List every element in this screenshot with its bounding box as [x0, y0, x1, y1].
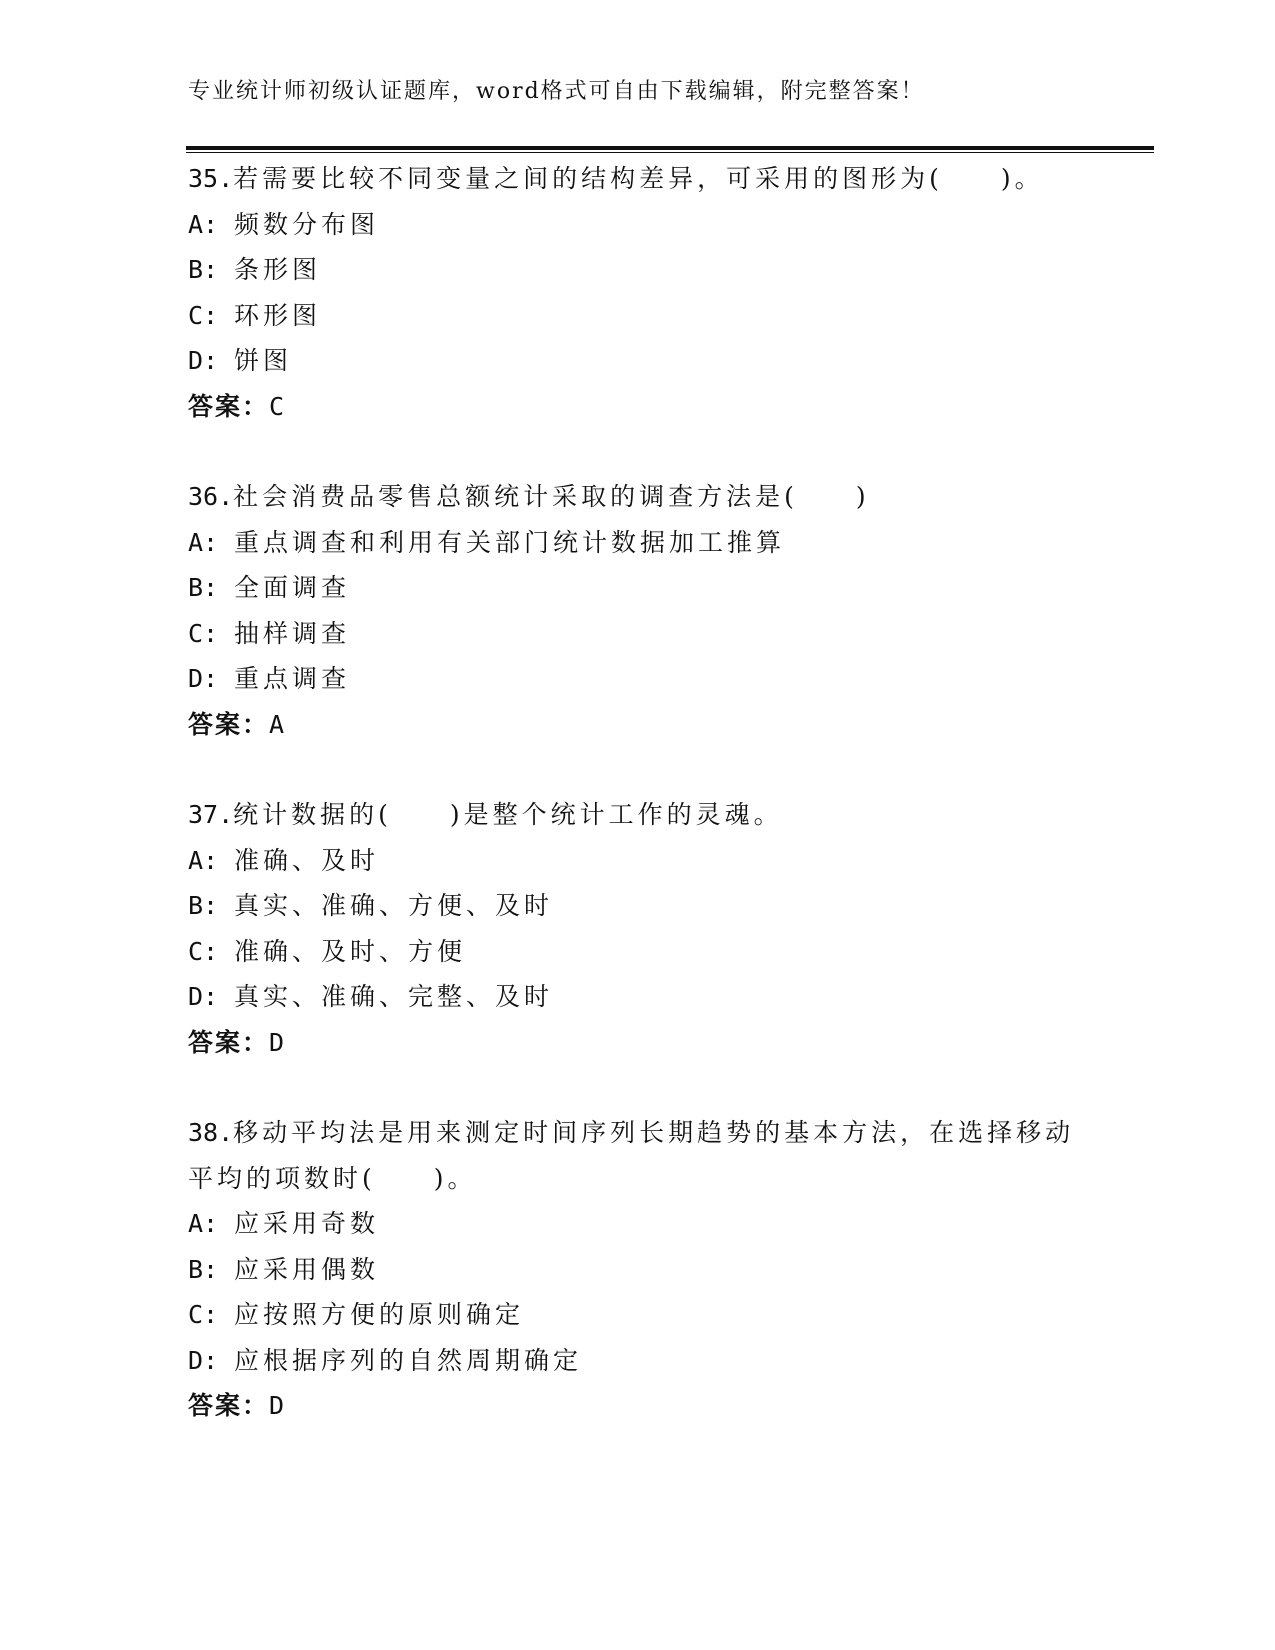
option-d — [188, 974, 1088, 1020]
answer-label: 答案： — [188, 1391, 270, 1420]
option-key: A: — [188, 527, 219, 557]
question-text: 社会消费品零售总额统计采取的调查方法是( ) — [233, 482, 870, 511]
header-divider — [186, 146, 1154, 153]
question-stem — [188, 474, 1088, 520]
option-text: 重点调查和利用有关部门统计数据加工推算 — [234, 527, 786, 557]
question-number: 36. — [188, 482, 234, 511]
option-b — [188, 1247, 1088, 1293]
answer-line — [188, 1020, 1088, 1066]
answer-value: C — [269, 391, 287, 421]
question-text: 移动平均法是用来测定时间序列长期趋势的基本方法，在选择移动 — [233, 1118, 1075, 1147]
option-text: 重点调查 — [234, 664, 351, 693]
option-key: D: — [188, 664, 219, 693]
answer-label: 答案： — [188, 1027, 270, 1057]
option-key: B: — [188, 1254, 219, 1284]
option-c — [188, 611, 1088, 657]
answer-label: 答案： — [188, 709, 270, 739]
option-key: B: — [188, 255, 219, 284]
option-a — [188, 520, 1088, 566]
option-c — [188, 1292, 1088, 1338]
option-text: 抽样调查 — [234, 618, 351, 648]
option-text: 准确、及时、方便 — [234, 936, 467, 966]
option-a — [188, 202, 1088, 248]
answer-value: D — [269, 1027, 287, 1057]
question-number: 35. — [188, 164, 234, 193]
option-key: D: — [188, 346, 219, 375]
question-number: 38. — [188, 1118, 234, 1147]
option-text: 准确、及时 — [234, 845, 380, 875]
question-stem — [188, 1110, 1088, 1156]
question-stem — [188, 792, 1088, 838]
option-key: C: — [188, 1300, 219, 1329]
option-text: 频数分布图 — [234, 209, 380, 239]
option-key: B: — [188, 891, 219, 920]
option-text: 应采用偶数 — [234, 1254, 380, 1284]
option-d — [188, 656, 1088, 702]
option-text: 应根据序列的自然周期确定 — [234, 1345, 583, 1375]
option-key: A: — [188, 845, 219, 875]
option-a — [188, 838, 1088, 884]
option-c — [188, 293, 1088, 339]
answer-value: D — [269, 1391, 287, 1420]
option-key: A: — [188, 209, 219, 239]
question-number: 37. — [188, 800, 234, 829]
option-text: 环形图 — [234, 300, 322, 330]
answer-line — [188, 702, 1088, 748]
answer-line — [188, 1383, 1088, 1429]
option-b — [188, 565, 1088, 611]
question-37 — [188, 792, 1088, 1065]
option-key: A: — [188, 1209, 219, 1238]
option-key: D: — [188, 1345, 219, 1375]
question-stem — [188, 156, 1088, 202]
question-38 — [188, 1110, 1088, 1429]
document-header: 专业统计师初级认证题库，word格式可自由下载编辑，附完整答案！ — [188, 79, 925, 104]
option-key: D: — [188, 982, 219, 1011]
question-text: 统计数据的( )是整个统计工作的灵魂。 — [233, 800, 783, 829]
answer-line — [188, 384, 1088, 430]
option-text: 应按照方便的原则确定 — [234, 1300, 525, 1329]
option-text: 真实、准确、完整、及时 — [234, 982, 554, 1011]
question-text: 若需要比较不同变量之间的结构差异，可采用的图形为( )。 — [233, 164, 1044, 193]
option-d — [188, 338, 1088, 384]
question-35 — [188, 156, 1088, 429]
option-a — [188, 1201, 1088, 1247]
option-b — [188, 883, 1088, 929]
option-text: 条形图 — [234, 255, 322, 284]
option-key: B: — [188, 573, 219, 602]
option-text: 饼图 — [234, 346, 293, 375]
option-b — [188, 247, 1088, 293]
divider-thin-line — [186, 152, 1154, 153]
option-key: C: — [188, 618, 219, 648]
answer-value: A — [269, 709, 287, 739]
option-text: 全面调查 — [234, 573, 351, 602]
option-text: 真实、准确、方便、及时 — [234, 891, 554, 920]
option-key: C: — [188, 300, 219, 330]
option-text: 应采用奇数 — [234, 1209, 380, 1238]
option-d — [188, 1338, 1088, 1384]
question-36 — [188, 474, 1088, 747]
answer-label: 答案： — [188, 391, 270, 421]
question-list — [188, 156, 1088, 1474]
option-key: C: — [188, 936, 219, 966]
option-c — [188, 929, 1088, 975]
question-stem-continued — [188, 1156, 1088, 1202]
question-text: 平均的项数时( )。 — [188, 1163, 477, 1193]
